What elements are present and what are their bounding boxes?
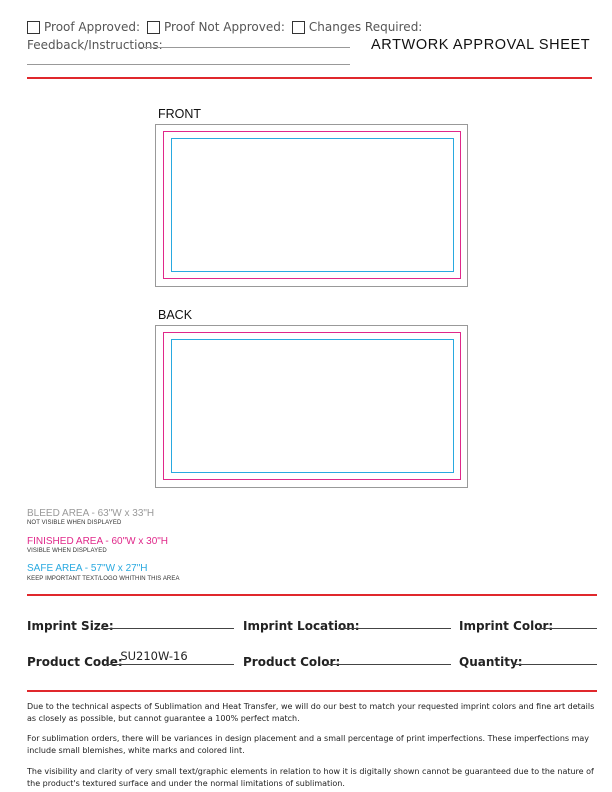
feedback-input-line-2[interactable] [27,64,350,65]
disclaimer-paragraph-2: For sublimation orders, there will be variances in design placement and a small percentage of print imperfections. These imperfections may include small blemishes, white marks and colored lint. [27,734,590,755]
back-safe-area [171,339,454,473]
product-color-label: Product Color: [243,655,341,669]
imprint-color-label: Imprint Color: [459,619,554,633]
legend-divider [27,594,597,596]
product-code-field[interactable] [104,664,234,665]
safe-area-note: KEEP IMPORTANT TEXT/LOGO WHITHIN THIS AREA [27,576,180,582]
proof-approved-checkbox[interactable] [27,21,40,34]
proof-not-approved-option[interactable] [147,20,285,34]
bleed-area-note: NOT VISIBLE WHEN DISPLAYED [27,520,122,526]
feedback-input-line[interactable] [140,47,350,48]
quantity-field[interactable] [513,664,597,665]
imprint-size-label: Imprint Size: [27,619,114,633]
form-divider [27,690,597,692]
imprint-size-field[interactable] [101,628,234,629]
approval-checkboxes [27,20,429,34]
disclaimer-paragraph-1: Due to the technical aspects of Sublimation and Heat Transfer, we will do our best to match your requested imprint colors and fine art details as closely as possible, but cannot guarantee a 100% perfect match. [27,702,595,723]
bleed-area-legend: BLEED AREA - 63"W x 33"H [27,508,155,519]
feedback-label: Feedback/Instructions: [27,38,163,52]
proof-approved-option[interactable] [27,20,140,34]
product-code-label: Product Code: [27,655,123,669]
finished-area-note: VISIBLE WHEN DISPLAYED [27,548,107,554]
quantity-label: Quantity: [459,655,523,669]
front-label: FRONT [158,107,202,121]
changes-required-option[interactable] [292,20,422,34]
imprint-location-field[interactable] [338,628,451,629]
finished-area-legend: FINISHED AREA - 60"W x 30"H [27,536,169,547]
product-color-field[interactable] [325,664,451,665]
safe-area-legend: SAFE AREA - 57"W x 27"H [27,563,148,574]
page-title: ARTWORK APPROVAL SHEET [371,37,591,53]
proof-approved-label: Proof Approved: [44,20,141,34]
proof-not-approved-label: Proof Not Approved: [164,20,285,34]
back-label: BACK [158,308,193,322]
front-safe-area [171,138,454,272]
imprint-color-field[interactable] [539,628,597,629]
disclaimer-paragraph-3: The visibility and clarity of very small text/graphic elements in relation to how it is digitally shown cannot be guaranteed due to the nature of the product's textured surface and under the normal limitations of sublimation. [27,767,594,788]
imprint-location-label: Imprint Location: [243,619,360,633]
product-code-value: SU210W-16 [120,649,188,663]
proof-not-approved-checkbox[interactable] [147,21,160,34]
changes-required-checkbox[interactable] [292,21,305,34]
header-divider [27,77,592,79]
changes-required-label: Changes Required: [308,20,423,34]
